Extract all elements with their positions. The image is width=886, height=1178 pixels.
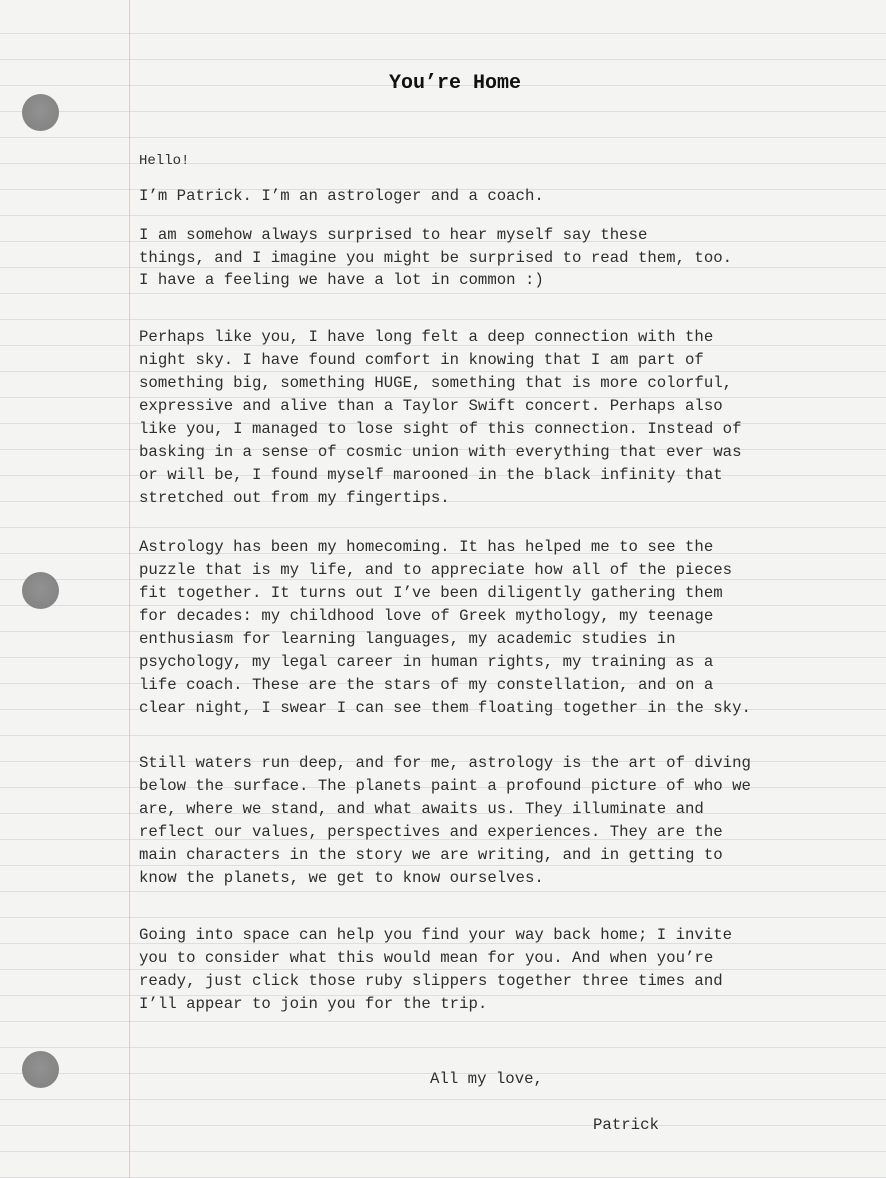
- paragraph-homecoming: Astrology has been my homecoming. It has helped me to see the puzzle that is my life, and to appreciate how all of the pieces fit together. It turns out I’ve been diligently gathering them for decades: my childhood love of Greek mythology, my teenage enthusiasm for learning languages, my academic studies in psychology, my legal career in human rights, my training as a life coach. These are the stars of my constellation, and on a clear night, I swear I can see them floating together in the sky.: [139, 538, 751, 717]
- paragraph-night-sky: Perhaps like you, I have long felt a deep connection with the night sky. I have found comfort in knowing that I am part of something big, something HUGE, something that is more colorful, expressive and alive than a Taylor Swift concert. Perhaps also like you, I managed to lose sight of this connection. Instead of basking in a sense of cosmic union with everything that ever was or will be, I found myself marooned in the black infinity that stretched out from my fingertips.: [139, 328, 742, 507]
- signoff: All my love,: [430, 1070, 543, 1088]
- paragraph-invitation: Going into space can help you find your way back home; I invite you to consider what this would mean for you. And when you’re ready, just click those ruby slippers together three times and I’ll appear to join you for the trip.: [139, 926, 733, 1013]
- binder-hole-bottom: [22, 1051, 59, 1088]
- greeting: Hello!: [139, 153, 190, 169]
- paper-margin-line: [129, 0, 130, 1178]
- paragraph-surprise: I am somehow always surprised to hear myself say these things, and I imagine you might be surprised to read them, too. I have a feeling we have a lot in common :): [139, 226, 733, 289]
- binder-hole-middle: [22, 572, 59, 609]
- signature: Patrick: [593, 1116, 659, 1134]
- binder-hole-top: [22, 94, 59, 131]
- paragraph-still-waters: Still waters run deep, and for me, astrology is the art of diving below the surface. The planets paint a profound picture of who we are, where we stand, and what awaits us. They illuminate and reflect our values, perspectives and experiences. They are the main characters in the story we are writing, and in getting to know the planets, we get to know ourselves.: [139, 754, 751, 887]
- page-title: You’re Home: [388, 72, 522, 95]
- intro-line: I’m Patrick. I’m an astrologer and a coach.: [139, 187, 544, 205]
